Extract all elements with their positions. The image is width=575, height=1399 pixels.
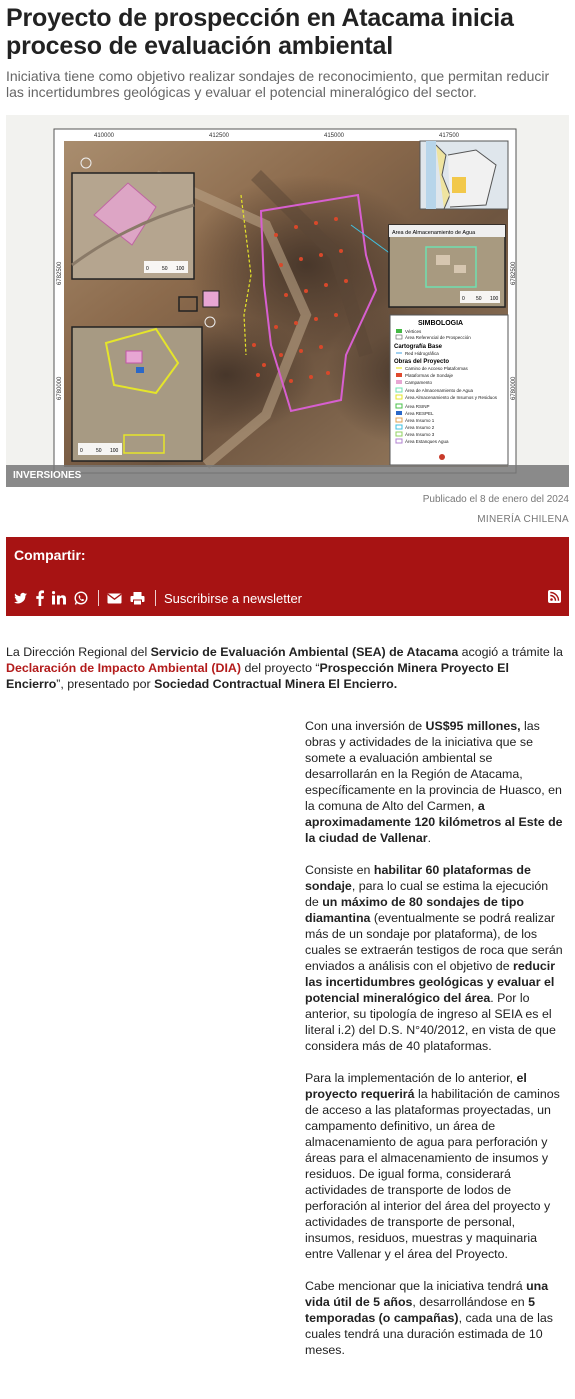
- inset-scale-label: 50: [96, 448, 102, 454]
- inset-scale-label: 0: [462, 296, 465, 302]
- article-meta: [6, 494, 569, 525]
- map-graphic: [6, 115, 569, 487]
- body-text: Para la implementación de lo anterior,: [305, 1071, 517, 1085]
- lead-text: ”, presentado por: [56, 677, 155, 691]
- article-subtitle: Iniciativa tiene como objetivo realizar sondajes de reconocimiento, que permitan reducir las incertidumbres geológicas y evaluar el potencial mineralógico del sector.: [6, 68, 550, 100]
- lead-bold: Servicio de Evaluación Ambiental (SEA) de Atacama: [150, 645, 459, 659]
- body-bold: una vida útil de 5 años: [305, 1279, 549, 1309]
- legend-item: Área RSINP: [405, 404, 430, 409]
- legend-item: Área Referencial de Prospección: [405, 335, 471, 340]
- share-bar: [6, 537, 569, 616]
- body-paragraph: [305, 1070, 563, 1262]
- body-text: (eventualmente se podrá realizar más de un sondaje por plataforma), de los cuales se extraerán testigos de roca que serán enviados a análisis con el objetivo de: [305, 911, 563, 973]
- article-title: Proyecto de prospección en Atacama inicia proceso de evaluación ambiental: [6, 4, 514, 60]
- inset-scale-label: 0: [80, 448, 83, 454]
- share-separator: [98, 590, 99, 606]
- legend-item: Área Insumo 1: [405, 418, 435, 423]
- map-coord-label: 415000: [324, 133, 345, 139]
- body-bold: habilitar 60 plataformas de sondaje: [305, 863, 531, 893]
- body-paragraph: [305, 1278, 563, 1358]
- map-coord-label: 412500: [209, 133, 230, 139]
- inset-scale-label: 100: [110, 448, 119, 454]
- publish-date: Publicado el 8 de enero del 2024: [422, 494, 569, 505]
- legend-title: SIMBOLOGIA: [418, 320, 464, 327]
- lead-text: del proyecto “: [241, 661, 320, 675]
- hero-map-image[interactable]: [6, 115, 569, 487]
- lead-paragraph: [6, 644, 569, 692]
- body-paragraph: [305, 862, 563, 1054]
- body-text: , cada una de las cuales tendrá una duración estimada de 10 meses.: [305, 1311, 553, 1357]
- share-title: Compartir:: [14, 547, 86, 563]
- legend-section: Obras del Proyecto: [394, 359, 450, 365]
- map-coord-label: 417500: [439, 133, 460, 139]
- newsletter-link[interactable]: Suscribirse a newsletter: [164, 590, 302, 606]
- legend-item: Área de Almacenamiento de Agua: [405, 388, 474, 393]
- legend-item: Área Insumo 3: [405, 432, 435, 437]
- lead-text: acogió a trámite la: [458, 645, 563, 659]
- inset-scale-label: 100: [490, 296, 499, 302]
- body-bold: US$95 millones,: [425, 719, 521, 733]
- lead-bold: Sociedad Contractual Minera El Encierro.: [154, 677, 398, 691]
- body-text: la habilitación de caminos de acceso a las plataformas proyectadas, un campamento definitivo, un área de almacenamiento de agua para perforación y áreas para el almacenamiento de insumos y residuos. De igual forma, considerará actividades de transporte de lodos de perforación al interior del área del proyecto y actividades de transporte de personal, insumos, residuos, muestras y maquinaria entre Vallenar y el área del Proyecto.: [305, 1087, 560, 1261]
- article-source: MINERÍA CHILENA: [477, 514, 569, 525]
- body-text: las obras y actividades de la iniciativa que se somete a evaluación ambiental se desarrollarán en la Región de Atacama, específicamente en la provincia de Huasco, en la comuna de Alto del Carmen,: [305, 719, 562, 813]
- inset-title: Area de Almacenamiento de Agua: [392, 230, 476, 236]
- body-bold: reducir las incertidumbres geológicas y evaluar el potencial mineralógico del área: [305, 959, 556, 1005]
- lead-bold: Prospección Minera Proyecto El Encierro: [6, 661, 509, 691]
- body-bold: a aproximadamente 120 kilómetros al Este de la ciudad de Vallenar: [305, 799, 563, 845]
- rss-icon[interactable]: [548, 590, 561, 608]
- facebook-icon[interactable]: [36, 590, 44, 606]
- inset-scale-label: 50: [162, 266, 168, 272]
- body-bold: el proyecto requerirá: [305, 1071, 527, 1101]
- share-separator: [155, 590, 156, 606]
- inset-scale-label: 50: [476, 296, 482, 302]
- share-buttons: [14, 589, 561, 607]
- dia-link[interactable]: Declaración de Impacto Ambiental (DIA): [6, 661, 242, 675]
- legend-section: Cartografía Base: [394, 344, 443, 350]
- body-text: . Por lo anterior, su tipología de ingreso al SEIA es el literal i.2) del D.S. N°40/2012, en vista de que considera más de 40 plataformas.: [305, 991, 556, 1053]
- email-icon[interactable]: [107, 590, 122, 606]
- article-body: [305, 718, 563, 1358]
- map-coord-label: 6780000: [511, 376, 517, 400]
- body-text: Consiste en: [305, 863, 374, 877]
- map-coord-label: 6782500: [57, 261, 63, 285]
- body-paragraph: [305, 718, 563, 846]
- print-icon[interactable]: [130, 590, 145, 606]
- category-badge[interactable]: INVERSIONES: [6, 465, 569, 487]
- inset-scale-label: 100: [176, 266, 185, 272]
- lead-text: La Dirección Regional del: [6, 645, 151, 659]
- legend-item: Área RESPEL: [405, 411, 434, 416]
- map-coord-label: 410000: [94, 133, 115, 139]
- map-coord-label: 6782500: [511, 261, 517, 285]
- linkedin-icon[interactable]: [52, 590, 66, 606]
- legend-item: Área Insumo 2: [405, 425, 435, 430]
- body-text: .: [427, 831, 432, 845]
- whatsapp-icon[interactable]: [74, 590, 88, 606]
- legend-item: Campamento: [405, 380, 433, 385]
- inset-scale-label: 0: [146, 266, 149, 272]
- legend-item: Camino de Acceso Plataformas: [405, 366, 468, 371]
- body-bold: 5 temporadas (o campañas): [305, 1295, 536, 1325]
- legend-item: Plataformas de Sondaje: [405, 373, 454, 378]
- body-text: , para lo cual se estima la ejecución de: [305, 879, 549, 909]
- legend-item: Área Almacenamiento de Insumos y Residuos: [405, 395, 498, 400]
- legend-item: Vértices: [405, 329, 422, 334]
- map-coord-label: 6780000: [57, 376, 63, 400]
- body-text: Con una inversión de: [305, 719, 426, 733]
- legend-item: Red Hidrográfica: [405, 351, 439, 356]
- body-bold: un máximo de 80 sondajes de tipo diamantina: [305, 895, 524, 925]
- body-text: Cabe mencionar que la iniciativa tendrá: [305, 1279, 527, 1293]
- body-text: , desarrollándose en: [412, 1295, 529, 1309]
- twitter-icon[interactable]: [14, 590, 28, 606]
- legend-item: Área Estanques Agua: [405, 439, 449, 444]
